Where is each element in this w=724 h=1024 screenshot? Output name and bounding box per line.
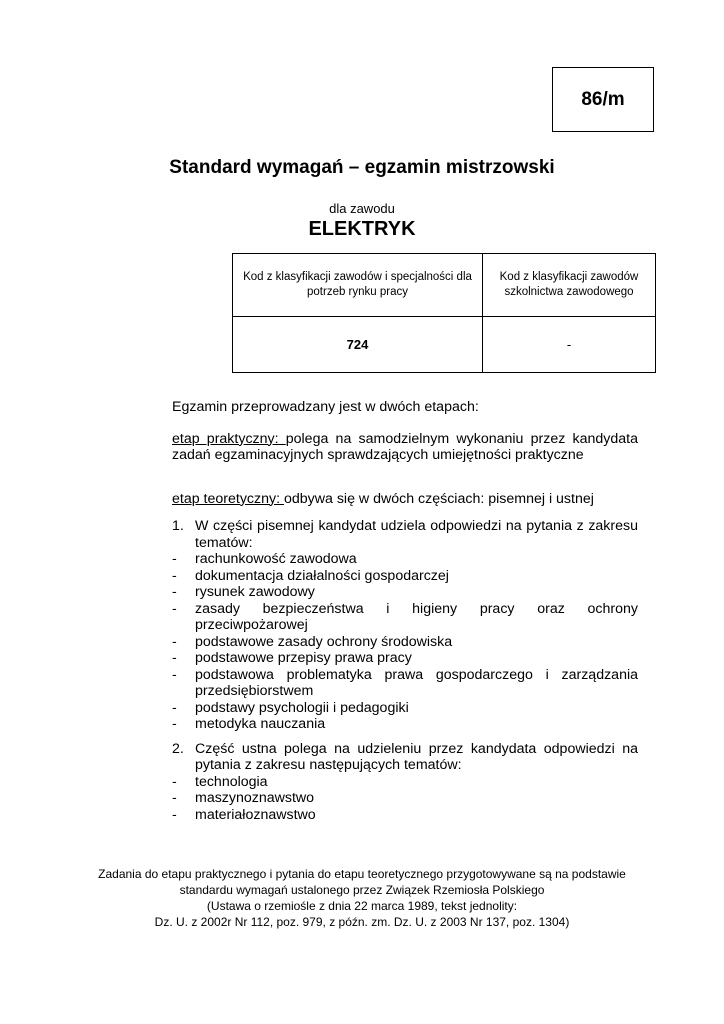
list-item xyxy=(172,667,638,700)
intro-text: Egzamin przeprowadzany jest w dwóch etapach: xyxy=(172,399,479,415)
list-dash: - xyxy=(172,551,177,567)
theoretical-stage xyxy=(172,491,638,508)
topic-text: technologia xyxy=(195,773,268,790)
list-dash: - xyxy=(172,650,177,666)
practical-stage-text: polega na samodzielnym wykonaniu przez kandydata zadań egzaminacyjnych sprawdzających umiejętności praktyczne xyxy=(172,430,638,463)
list-dash: - xyxy=(172,567,177,584)
list-number: 2. xyxy=(172,740,184,757)
list-item xyxy=(172,716,638,733)
classification-codes-table xyxy=(232,253,656,373)
list-dash: - xyxy=(172,633,177,650)
topic-text: podstawowa problematyka prawa gospodarczego i zarządzania przedsiębiorstwem xyxy=(195,666,638,699)
list-item xyxy=(172,700,638,717)
table-header-cell: Kod z klasyfikacji zawodów szkolnictwa zawodowego xyxy=(483,254,656,317)
footer-line: (Ustawa o rzemiośle z dnia 22 marca 1989, tekst jednolity: xyxy=(206,899,518,913)
table-row xyxy=(233,317,656,373)
list-item xyxy=(172,807,638,824)
topic-text: zasady bezpieczeństwa i higieny pracy oraz ochrony przeciwpożarowej xyxy=(195,600,638,633)
document-code: 86/m xyxy=(581,88,625,110)
topic-text: metodyka nauczania xyxy=(195,716,326,732)
footer-line: Zadania do etapu praktycznego i pytania do etapu teoretycznego przygotowywane są na podstawie xyxy=(98,867,626,881)
list-item xyxy=(172,741,638,774)
list-item xyxy=(172,634,638,651)
list-item xyxy=(172,518,638,551)
page-title: Standard wymagań – egzamin mistrzowski xyxy=(169,157,555,178)
profession-name: ELEKTRYK xyxy=(308,218,416,240)
list-item xyxy=(172,790,638,807)
list-item xyxy=(172,584,638,601)
list-dash: - xyxy=(172,699,177,716)
list-dash: - xyxy=(172,806,177,823)
topic-text: dokumentacja działalności gospodarczej xyxy=(195,567,449,584)
topic-text: rysunek zawodowy xyxy=(195,584,315,600)
list-dash: - xyxy=(172,666,177,683)
topic-text: podstawy psychologii i pedagogiki xyxy=(195,699,409,716)
exam-description xyxy=(172,399,638,823)
subtitle: dla zawodu xyxy=(329,201,395,216)
table-header-row xyxy=(233,254,656,317)
document-code-box xyxy=(552,67,654,132)
topic-text: rachunkowość zawodowa xyxy=(195,551,357,567)
list-item xyxy=(172,601,638,634)
list-dash: - xyxy=(172,790,177,806)
topic-text: materiałoznawstwo xyxy=(195,806,316,823)
table-cell: - xyxy=(483,317,656,373)
table-header-cell: Kod z klasyfikacji zawodów i specjalności dla potrzeb rynku pracy xyxy=(233,254,483,317)
topic-text: podstawowe przepisy prawa pracy xyxy=(195,650,412,666)
footer-note xyxy=(40,866,684,930)
list-item xyxy=(172,568,638,585)
footer-line: Dz. U. z 2002r Nr 112, poz. 979, z późn. zm. Dz. U. z 2003 Nr 137, poz. 1304) xyxy=(154,915,570,929)
theoretical-stage-text: odbywa się w dwóch częściach: pisemnej i ustnej xyxy=(283,490,594,507)
oral-topics-list xyxy=(172,774,638,824)
list-item xyxy=(172,650,638,667)
footer-line: standardu wymagań ustalonego przez Związek Rzemiosła Polskiego xyxy=(179,883,545,897)
list-number: 1. xyxy=(172,518,184,534)
written-part-text: W części pisemnej kandydat udziela odpowiedzi na pytania z zakresu tematów: xyxy=(195,518,638,551)
topic-text: maszynoznawstwo xyxy=(195,790,315,806)
list-dash: - xyxy=(172,773,177,790)
list-dash: - xyxy=(172,716,177,732)
written-topics-list xyxy=(172,551,638,733)
list-dash: - xyxy=(172,584,177,600)
practical-stage xyxy=(172,431,638,464)
oral-part-text: Część ustna polega na udzieleniu przez kandydata odpowiedzi na pytania z zakresu następujących tematów: xyxy=(195,740,638,773)
list-dash: - xyxy=(172,600,177,617)
practical-stage-label: etap praktyczny: xyxy=(172,430,286,447)
table-cell: 724 xyxy=(233,317,483,373)
oral-part xyxy=(172,741,638,774)
list-item xyxy=(172,774,638,791)
written-part xyxy=(172,518,638,551)
topic-text: podstawowe zasady ochrony środowiska xyxy=(195,633,453,650)
theoretical-stage-label: etap teoretyczny: xyxy=(172,490,284,507)
list-item xyxy=(172,551,638,568)
